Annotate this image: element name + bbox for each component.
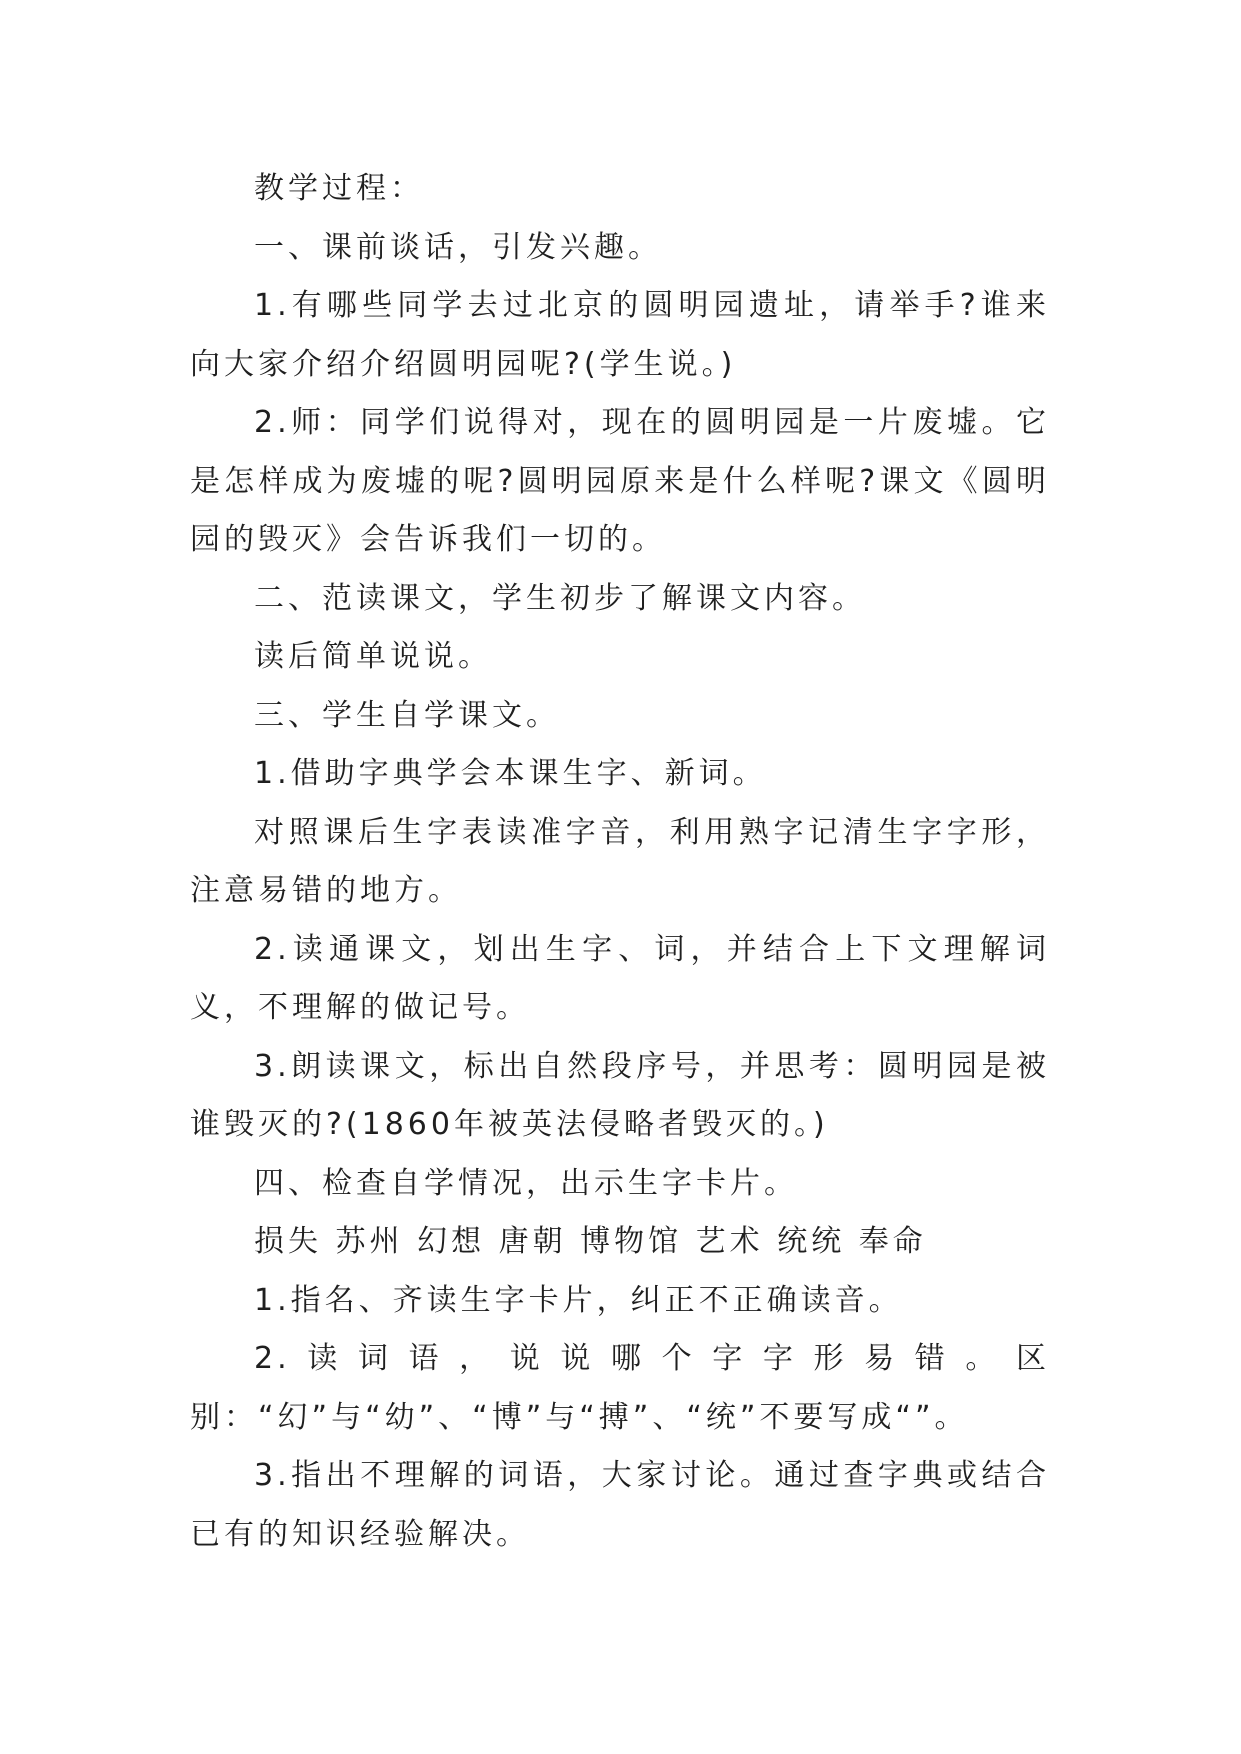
paragraph-heading-process: 教学过程： [254, 171, 424, 206]
paragraph-item: 3.指出不理解的词语，大家讨论。通过查字典或结合已有的知识经验解决。 [190, 1458, 1050, 1552]
paragraph-section-one: 一、课前谈话，引发兴趣。 [254, 229, 662, 265]
paragraph-item: 1.借助字典学会本课生字、新词。 [254, 756, 767, 791]
paragraph-item: 2.师：同学们说得对，现在的圆明园是一片废墟。它是怎样成为废墟的呢?圆明园原来是什么样呢?课文《圆明园的毁灭》会告诉我们一切的。 [190, 405, 1050, 557]
paragraph-item: 2.读通课文，划出生字、词，并结合上下文理解词义，不理解的做记号。 [190, 931, 1050, 1025]
paragraph-item: 1.有哪些同学去过北京的圆明园遗址，请举手?谁来向大家介绍介绍圆明园呢?(学生说。) [190, 288, 1050, 382]
paragraph-section-three: 三、学生自学课文。 [254, 697, 560, 733]
paragraph-section-two: 二、范读课文，学生初步了解课文内容。 [254, 580, 866, 616]
document-body [190, 160, 1050, 1564]
paragraph-item: 1.指名、齐读生字卡片，纠正不正确读音。 [254, 1282, 903, 1318]
paragraph-word-list: 损失 苏州 幻想 唐朝 博物馆 艺术 统统 奉命 [254, 1224, 927, 1259]
paragraph-section-four: 四、检查自学情况，出示生字卡片。 [254, 1165, 798, 1201]
paragraph-item: 2.读词语，说说哪个字字形易错。区别：“幻”与“幼”、“博”与“搏”、“统”不要写成“”。 [190, 1341, 1050, 1435]
paragraph-item: 3.朗读课文，标出自然段序号，并思考：圆明园是被谁毁灭的?(1860年被英法侵略者毁灭的。) [190, 1048, 1050, 1142]
paragraph-text: 读后简单说说。 [254, 639, 492, 674]
paragraph-text: 对照课后生字表读准字音，利用熟字记清生字字形，注意易错的地方。 [190, 814, 1050, 908]
